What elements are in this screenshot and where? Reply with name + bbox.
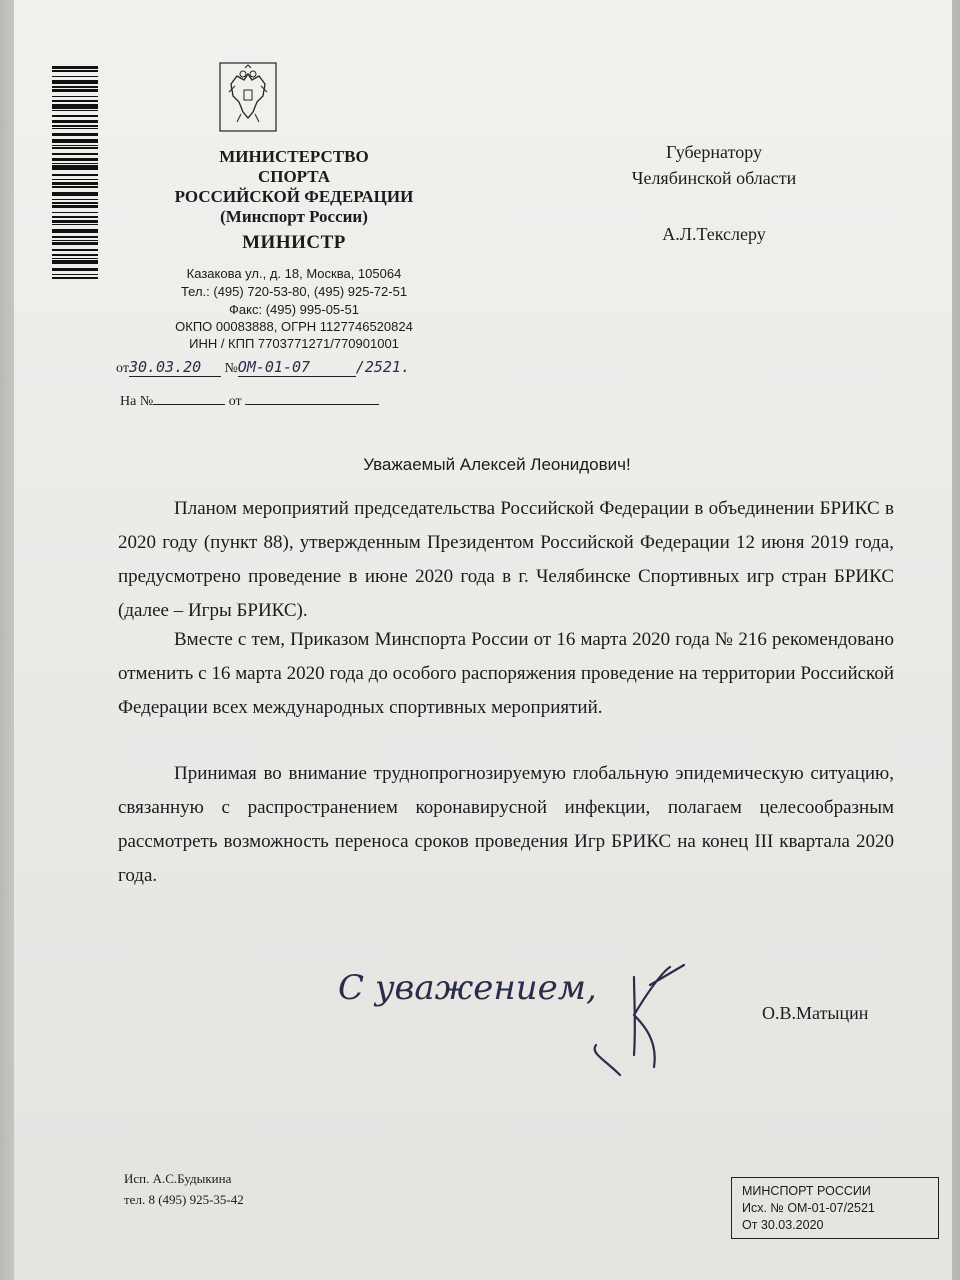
barcode-bar: [52, 186, 98, 188]
registration-stamp: [731, 1177, 939, 1239]
barcode-bar: [52, 205, 98, 208]
barcode-bar: [52, 115, 98, 117]
barcode-bar: [52, 86, 98, 88]
stamp-line-date: От 30.03.2020: [742, 1218, 824, 1232]
barcode-bar: [52, 110, 98, 111]
ref-number-suffix: /2521.: [355, 358, 410, 376]
ministry-name-line: (Минспорт России): [220, 207, 368, 226]
barcode-bar: [52, 258, 98, 259]
coat-of-arms-emblem-icon: [219, 62, 277, 132]
barcode-bar: [52, 268, 98, 271]
letter-sheet: [14, 0, 952, 1280]
barcode-bar: [52, 80, 98, 84]
recipient-region: Челябинской области: [631, 168, 797, 188]
barcode-bar: [52, 249, 98, 251]
barcode-bar: [52, 242, 98, 245]
barcode-bar: [52, 120, 98, 123]
barcode-bar: [52, 277, 98, 279]
barcode-bar: [52, 224, 98, 225]
barcode-bar: [52, 192, 98, 196]
ref-number-label: №: [224, 361, 238, 376]
sender-address-line: Казакова ул., д. 18, Москва, 105064: [186, 266, 402, 281]
barcode-bar: [52, 133, 98, 136]
barcode-bar: [52, 260, 98, 264]
ministry-name-line: РОССИЙСКОЙ ФЕДЕРАЦИИ: [174, 187, 414, 206]
reply-number-label: На №: [120, 394, 154, 409]
signature-mark: [595, 965, 684, 1075]
barcode-bar: [52, 66, 98, 69]
barcode-bar: [52, 139, 98, 143]
barcode-bar: [52, 274, 98, 275]
ministry-name-line: СПОРТА: [257, 167, 331, 186]
barcode-bar: [52, 147, 98, 149]
executor-name: Исп. А.С.Будыкина: [124, 1171, 232, 1186]
recipient-title: Губернатору: [666, 142, 762, 162]
barcode-bar: [52, 212, 98, 213]
barcode-bar: [52, 76, 98, 77]
closing-handwritten: С уважением,: [338, 968, 597, 1008]
barcode-bar: [52, 163, 98, 164]
sender-position: МИНИСТР: [242, 232, 346, 253]
barcode-bar: [52, 182, 98, 185]
body-paragraph: Планом мероприятий председательства Российской Федерации в объединении БРИКС в 2020 году (пункт 88), утвержденным Президентом Российской Федерации 12 июня 2019 года, предусмотрено проведение в июне 2020 года в г. Челябинске Спортивных игр стран БРИКС (далее – Игры БРИКС).: [118, 498, 894, 621]
sender-inn-line: ИНН / КПП 7703771271/770901001: [189, 336, 399, 351]
greeting: Уважаемый Алексей Леонидович!: [363, 455, 631, 474]
stamp-line-outgoing-number: Исх. № ОМ-01-07/2521: [742, 1201, 875, 1215]
reply-number-blank: [153, 392, 225, 405]
executor-info: [124, 1168, 244, 1210]
reply-date-blank: [245, 392, 379, 405]
barcode-bar: [52, 104, 98, 109]
stamp-line-ministry: МИНСПОРТ РОССИИ: [742, 1184, 871, 1198]
ministry-name-line: МИНИСТЕРСТВО: [219, 147, 369, 166]
ref-number-handwritten: ОМ-01-07: [238, 358, 356, 377]
ref-date-label: от: [116, 361, 129, 376]
barcode-bar: [52, 165, 98, 170]
barcode-bar: [52, 145, 98, 146]
signer-name: О.В.Матыцин: [762, 1003, 869, 1023]
recipient-name: А.Л.Текслеру: [662, 224, 766, 244]
barcode-bar: [52, 254, 98, 256]
barcode-bar: [52, 96, 98, 97]
barcode-bar: [52, 202, 98, 204]
ref-date-handwritten: 30.03.20: [129, 358, 221, 377]
incoming-reference: [120, 392, 379, 410]
barcode-bar: [52, 174, 98, 176]
barcode: [52, 66, 98, 326]
executor-phone: тел. 8 (495) 925-35-42: [124, 1192, 244, 1207]
barcode-bar: [52, 229, 98, 233]
sender-fax-line: Факс: (495) 995-05-51: [229, 302, 359, 317]
sender-phone-line: Тел.: (495) 720-53-80, (495) 925-72-51: [180, 284, 408, 299]
barcode-bar: [52, 70, 98, 72]
reply-date-label: от: [228, 394, 242, 409]
barcode-bar: [52, 128, 98, 129]
barcode-bar: [52, 179, 98, 180]
barcode-bar: [52, 240, 98, 241]
outgoing-reference: [116, 358, 426, 377]
handwritten-closing-and-signature: [334, 955, 714, 1085]
barcode-bar: [52, 236, 98, 238]
body-paragraph: Вместе с тем, Приказом Минспорта России от 16 марта 2020 года № 216 рекомендовано отменить с 16 марта 2020 года до особого распоряжения проведение на территории Российской Федерации всех международных спортивных мероприятий.: [118, 629, 894, 718]
barcode-bar: [52, 220, 98, 223]
barcode-bar: [52, 199, 98, 200]
barcode-bar: [52, 100, 98, 102]
barcode-bar: [52, 153, 98, 155]
sender-okpo-line: ОКПО 00083888, ОГРН 1127746520824: [175, 319, 413, 334]
barcode-bar: [52, 89, 98, 92]
body-paragraph: Принимая во внимание труднопрогнозируемую глобальную эпидемическую ситуацию, связанную с распространением коронавирусной инфекции, полагаем целесообразным рассмотреть возможность переноса сроков проведения Игр БРИКС на конец III квартала 2020 года.: [118, 763, 894, 886]
barcode-bar: [52, 158, 98, 161]
barcode-bar: [52, 125, 98, 127]
barcode-bar: [52, 216, 98, 218]
